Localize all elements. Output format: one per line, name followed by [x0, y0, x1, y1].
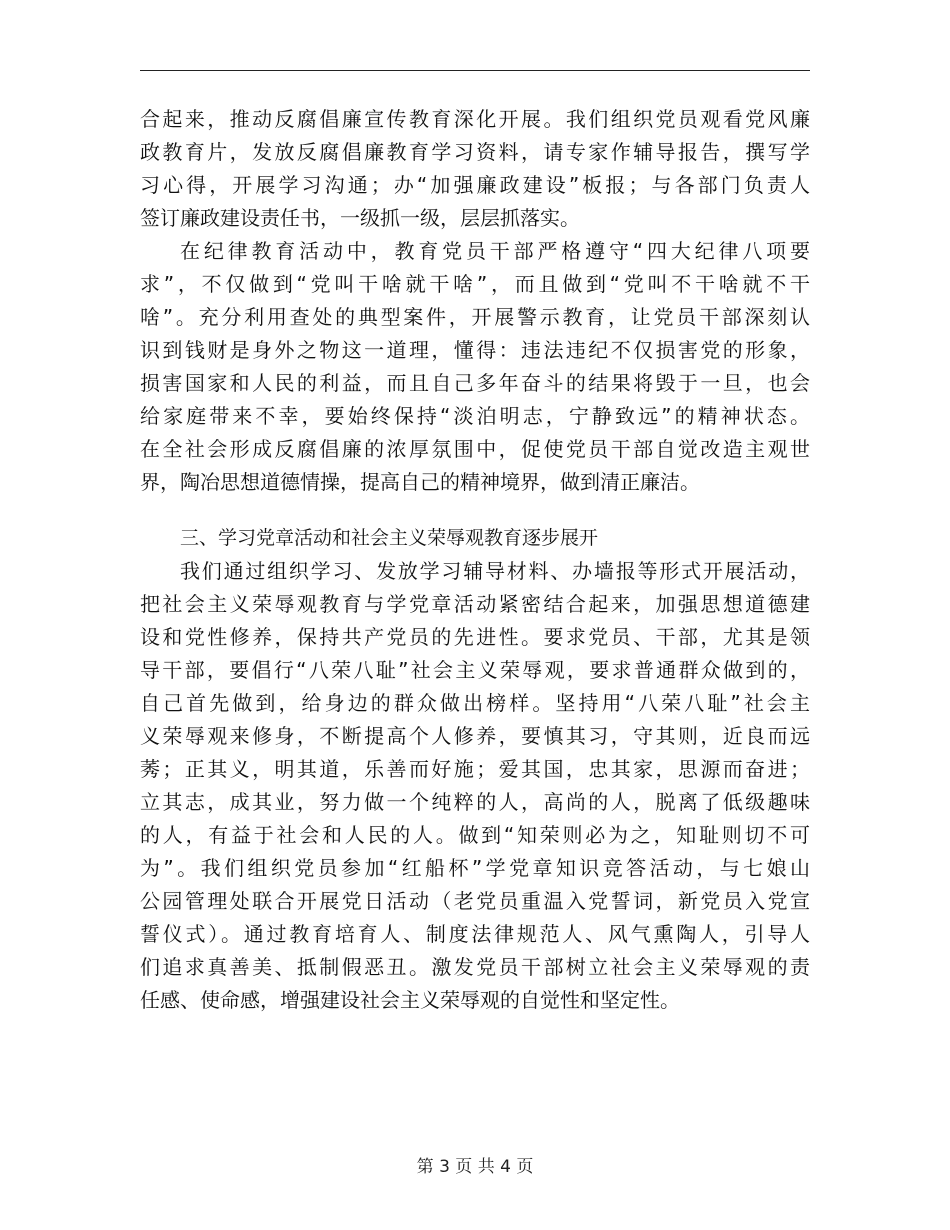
text-line: 习心得，开展学习沟通；办“加强廉政建设”板报；与各部门负责人 [140, 173, 810, 197]
header-rule [140, 70, 810, 71]
text-line: 莠；正其义，明其道，乐善而好施；爱其国，忠其家，思源而奋进； [140, 757, 810, 781]
text-line: 设和党性修养，保持共产党员的先进性。要求党员、干部，尤其是领 [140, 625, 810, 649]
text-line: 识到钱财是身外之物这一道理，懂得：违法违纪不仅损害党的形象， [140, 338, 810, 362]
text-line: 签订廉政建设责任书，一级抓一级，层层抓落实。 [140, 206, 580, 230]
text-line: 导干部，要倡行“八荣八耻”社会主义荣辱观，要求普通群众做到的， [140, 658, 810, 682]
text-line: 自己首先做到，给身边的群众做出榜样。坚持用“八荣八耻”社会主 [140, 691, 810, 715]
text-line: 公园管理处联合开展党日活动（老党员重温入党誓词，新党员入党宣 [140, 889, 810, 913]
text-line: 的人，有益于社会和人民的人。做到“知荣则必为之，知耻则切不可 [140, 823, 810, 847]
section-spacer [140, 499, 810, 522]
text-line: 损害国家和人民的利益，而且自己多年奋斗的结果将毁于一旦，也会 [140, 371, 810, 395]
paragraph-1 [140, 103, 810, 235]
text-line: 义荣辱观来修身，不断提高个人修养，要慎其习，守其则，近良而远 [140, 724, 810, 748]
text-line: 把社会主义荣辱观教育与学党章活动紧密结合起来，加强思想道德建 [140, 592, 810, 616]
text-line: 们追求真善美、抵制假恶丑。激发党员干部树立社会主义荣辱观的责 [140, 955, 810, 979]
text-line: 立其志，成其业，努力做一个纯粹的人，高尚的人，脱离了低级趣味 [140, 790, 810, 814]
text-line: 求”，不仅做到“党叫干啥就干啥”，而且做到“党叫不干啥就不干 [140, 272, 810, 296]
text-line: 在全社会形成反腐倡廉的浓厚氛围中，促使党员干部自觉改造主观世 [140, 437, 810, 461]
document-body [140, 103, 810, 1017]
paragraph-3 [140, 555, 810, 1017]
text-line: 给家庭带来不幸，要始终保持“淡泊明志，宁静致远”的精神状态。 [140, 404, 810, 428]
text-line: 界，陶冶思想道德情操，提高自己的精神境界，做到清正廉洁。 [140, 470, 700, 494]
section-heading: 三、学习党章活动和社会主义荣辱观教育逐步展开 [180, 527, 599, 549]
text-line: 为”。我们组织党员参加“红船杯”学党章知识竞答活动，与七娘山 [140, 856, 810, 880]
page-number: 第 3 页 共 4 页 [416, 1157, 534, 1177]
text-line: 啥”。充分利用查处的典型案件，开展警示教育，让党员干部深刻认 [140, 305, 810, 329]
text-line: 誓仪式）。通过教育培育人、制度法律规范人、风气熏陶人，引导人 [140, 922, 810, 946]
text-line: 政教育片，发放反腐倡廉教育学习资料，请专家作辅导报告，撰写学 [140, 140, 810, 164]
text-line: 合起来，推动反腐倡廉宣传教育深化开展。我们组织党员观看党风廉 [140, 107, 810, 131]
paragraph-2 [140, 235, 810, 499]
text-line: 任感、使命感，增强建设社会主义荣辱观的自觉性和坚定性。 [140, 988, 680, 1012]
text-line: 我们通过组织学习、发放学习辅导材料、办墙报等形式开展活动， [180, 559, 810, 583]
text-line: 在纪律教育活动中，教育党员干部严格遵守“四大纪律八项要 [180, 239, 810, 263]
